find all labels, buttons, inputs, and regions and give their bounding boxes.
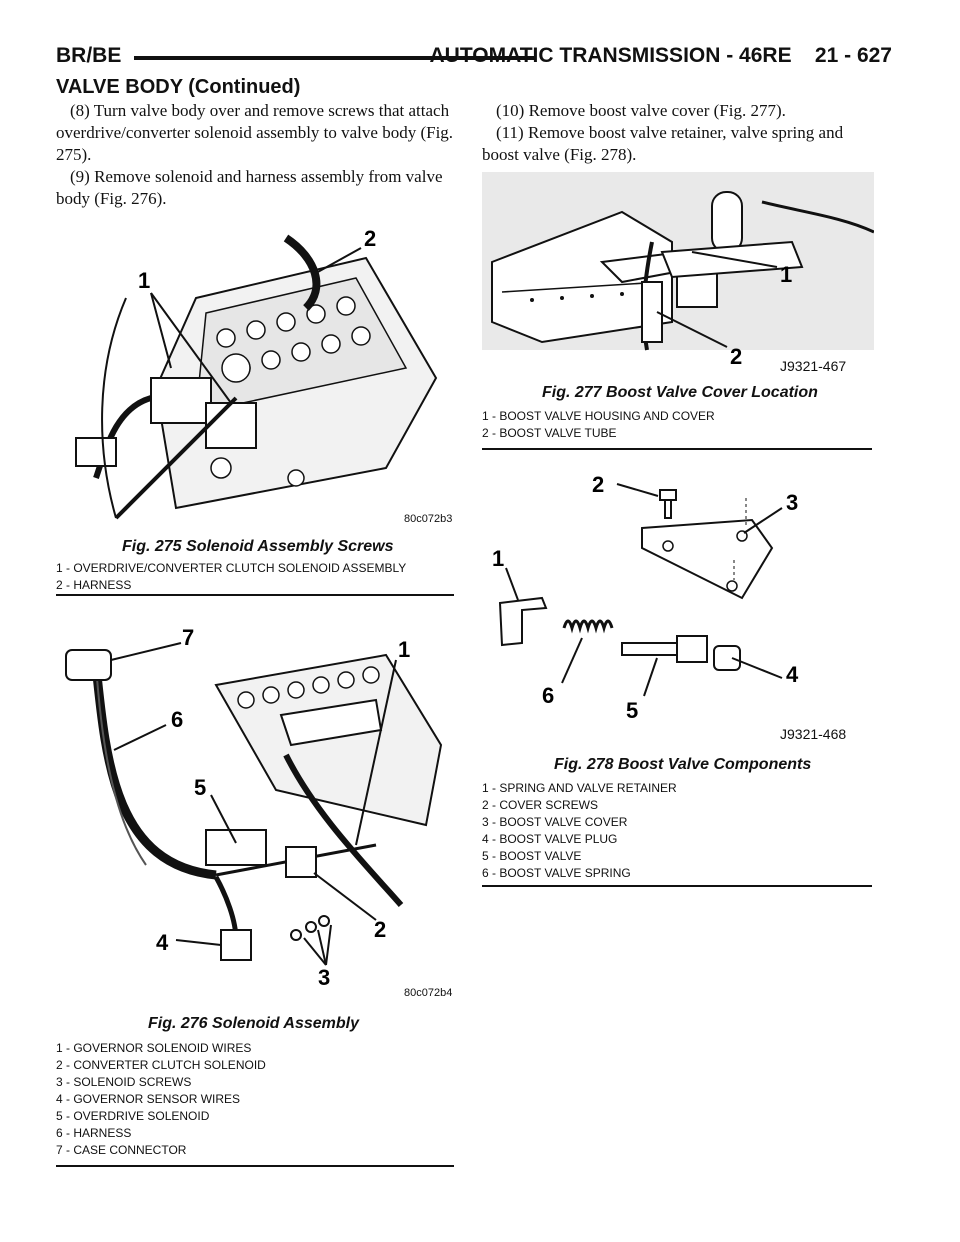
fig-276-callout-3: 3 — [318, 965, 331, 990]
legend-item: 2 - CONVERTER CLUTCH SOLENOID — [56, 1058, 266, 1072]
fig-276-legend — [56, 1040, 266, 1159]
figure-276 — [56, 615, 456, 1157]
fig-277-callout-1: 1 — [780, 262, 793, 287]
fig-276-callout-4: 4 — [156, 930, 169, 955]
fig-278-callout-1: 1 — [492, 546, 505, 571]
fig-275-legend — [56, 560, 406, 594]
fig-276-callout-2: 2 — [374, 917, 387, 942]
step-10: (10) Remove boost valve cover (Fig. 277). — [496, 101, 786, 120]
step-8: (8) Turn valve body over and remove screws that attach overdrive/converter solenoid assembly to valve body (Fig. 275). — [56, 101, 454, 164]
page-header — [56, 44, 892, 74]
fig-276-illustration — [56, 615, 456, 1005]
legend-item: 7 - CASE CONNECTOR — [56, 1143, 187, 1157]
fig-276-callout-5: 5 — [194, 775, 207, 800]
fig-278-callout-3: 3 — [786, 490, 799, 515]
fig-276-callout-7: 7 — [182, 625, 195, 650]
legend-item: 2 - COVER SCREWS — [482, 798, 599, 812]
legend-item: 1 - GOVERNOR SOLENOID WIRES — [56, 1041, 252, 1055]
fig-276-callout-1: 1 — [398, 637, 411, 662]
legend-item: 2 - BOOST VALVE TUBE — [482, 426, 617, 440]
fig-278-callout-4: 4 — [786, 662, 799, 687]
left-column-text — [56, 100, 456, 210]
step-11: (11) Remove boost valve retainer, valve spring and boost valve (Fig. 278). — [482, 123, 844, 164]
fig-278-legend — [482, 780, 677, 882]
legend-item: 5 - BOOST VALVE — [482, 849, 582, 863]
right-column-text — [482, 100, 874, 166]
fig-275-rule — [56, 594, 454, 596]
legend-item: 5 - OVERDRIVE SOLENOID — [56, 1109, 210, 1123]
header-section-page: AUTOMATIC TRANSMISSION - 46RE 21 - 627 — [429, 44, 892, 67]
legend-item: 1 - BOOST VALVE HOUSING AND COVER — [482, 409, 715, 423]
fig-278-rule — [482, 885, 872, 887]
figure-277 — [482, 172, 874, 440]
legend-item: 6 - BOOST VALVE SPRING — [482, 866, 631, 880]
fig-278-caption: Fig. 278 Boost Valve Components — [554, 756, 812, 773]
figure-275 — [56, 218, 456, 592]
legend-item: 2 - HARNESS — [56, 578, 132, 592]
fig-277-legend — [482, 408, 715, 442]
fig-275-callout-1: 1 — [138, 268, 151, 293]
fig-278-illustration — [482, 468, 874, 738]
fig-275-code: 80c072b3 — [404, 513, 453, 525]
fig-277-code: J9321-467 — [780, 358, 847, 374]
legend-item: 6 - HARNESS — [56, 1126, 132, 1140]
section-title: VALVE BODY (Continued) — [56, 76, 301, 98]
fig-278-callout-5: 5 — [626, 698, 639, 723]
fig-278-callout-2: 2 — [592, 472, 605, 497]
fig-276-rule — [56, 1165, 454, 1167]
fig-278-callout-6: 6 — [542, 683, 555, 708]
legend-item: 1 - OVERDRIVE/CONVERTER CLUTCH SOLENOID ASSEMBLY — [56, 561, 407, 575]
fig-277-callout-2: 2 — [730, 344, 743, 369]
fig-277-caption: Fig. 277 Boost Valve Cover Location — [542, 384, 818, 401]
legend-item: 3 - SOLENOID SCREWS — [56, 1075, 192, 1089]
fig-275-callout-2: 2 — [364, 226, 377, 251]
legend-item: 1 - SPRING AND VALVE RETAINER — [482, 781, 677, 795]
fig-275-illustration — [56, 218, 456, 523]
fig-277-rule — [482, 448, 872, 450]
fig-276-caption: Fig. 276 Solenoid Assembly — [148, 1015, 360, 1032]
header-model: BR/BE — [56, 44, 122, 67]
fig-276-callout-6: 6 — [171, 707, 184, 732]
legend-item: 4 - GOVERNOR SENSOR WIRES — [56, 1092, 241, 1106]
fig-278-code: J9321-468 — [780, 726, 847, 742]
step-9: (9) Remove solenoid and harness assembly from valve body (Fig. 276). — [56, 167, 443, 208]
fig-277-illustration — [482, 172, 874, 372]
legend-item: 4 - BOOST VALVE PLUG — [482, 832, 618, 846]
fig-275-caption: Fig. 275 Solenoid Assembly Screws — [122, 538, 394, 555]
legend-item: 3 - BOOST VALVE COVER — [482, 815, 628, 829]
figure-278 — [482, 468, 874, 880]
fig-276-code: 80c072b4 — [404, 987, 453, 999]
